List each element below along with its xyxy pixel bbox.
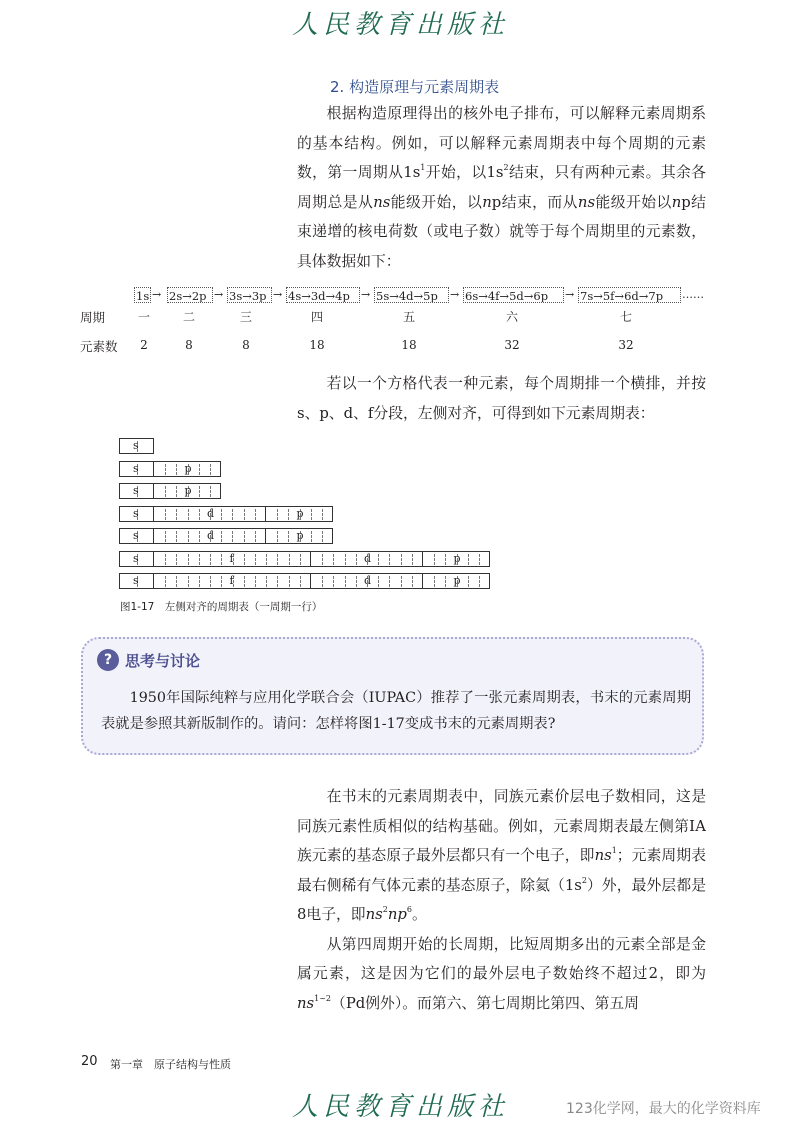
d-block xyxy=(153,528,266,544)
seq-box: 1s xyxy=(136,289,150,303)
seq-box: 5s→4d→5p xyxy=(374,287,449,303)
cell-divider xyxy=(434,576,435,587)
d-block xyxy=(310,573,423,589)
arrow-icon: → xyxy=(273,288,283,301)
period-cell: 一 xyxy=(137,310,150,324)
cell-divider xyxy=(176,464,177,475)
count-cell: 18 xyxy=(401,338,417,352)
publisher-logo-bottom: 人民教育出版社 xyxy=(292,1092,510,1122)
cell-divider xyxy=(165,464,166,475)
seq-box: 2s→2p xyxy=(167,287,213,303)
cell-divider xyxy=(356,554,357,565)
cell-divider xyxy=(412,576,413,587)
block-label: f xyxy=(229,574,234,587)
cell-divider xyxy=(244,509,245,520)
d-block xyxy=(153,506,266,522)
cell-divider xyxy=(445,576,446,587)
cell-divider xyxy=(289,576,290,587)
figure-caption: 图1-17 左侧对齐的周期表（一周期一行） xyxy=(120,601,323,613)
cell-divider xyxy=(176,576,177,587)
block-label: d xyxy=(207,506,215,520)
cell-divider xyxy=(244,576,245,587)
page-number: 20 xyxy=(81,1054,98,1069)
period-label: 周期 xyxy=(80,310,106,325)
block-label: p xyxy=(296,506,304,520)
cell-divider xyxy=(479,576,480,587)
p-block xyxy=(422,551,490,567)
cell-divider xyxy=(300,576,301,587)
cell-divider xyxy=(434,554,435,565)
watermark-text: 123化学网，最大的化学资料库 xyxy=(566,1101,761,1117)
f-block xyxy=(153,573,311,589)
block-label: p xyxy=(184,461,192,475)
cell-divider xyxy=(199,509,200,520)
s-block xyxy=(119,506,154,522)
s-block xyxy=(119,551,154,567)
cell-divider xyxy=(210,554,211,565)
f-block xyxy=(153,551,311,567)
cell-divider xyxy=(165,509,166,520)
cell-divider xyxy=(199,464,200,475)
cell-divider xyxy=(176,554,177,565)
block-label: p xyxy=(184,484,192,497)
cell-divider xyxy=(311,509,312,520)
cell-divider xyxy=(378,576,379,587)
cell-divider xyxy=(221,531,222,542)
cell-divider xyxy=(255,531,256,542)
block-label: d xyxy=(364,574,372,587)
discussion-header xyxy=(97,647,200,673)
cell-divider xyxy=(255,554,256,565)
cell-divider xyxy=(221,576,222,587)
cell-divider xyxy=(266,554,267,565)
cell-divider xyxy=(210,464,211,475)
s-block xyxy=(119,461,154,477)
cell-divider xyxy=(389,554,390,565)
p-block xyxy=(422,573,490,589)
arrow-icon: → xyxy=(361,288,371,301)
block-label: s xyxy=(133,506,139,520)
period-cell: 五 xyxy=(402,310,415,324)
cell-divider xyxy=(244,554,245,565)
seq-box: 4s→3d→4p xyxy=(286,287,360,303)
arrow-icon: → xyxy=(565,288,575,301)
cell-divider xyxy=(221,554,222,565)
seq-box: 7s→5f→6d→7p xyxy=(578,287,681,303)
cell-divider xyxy=(199,531,200,542)
cell-divider xyxy=(401,576,402,587)
cell-divider xyxy=(277,576,278,587)
cell-divider xyxy=(188,531,189,542)
block-label: d xyxy=(207,529,215,542)
block-label: d xyxy=(364,551,372,565)
cell-divider xyxy=(345,554,346,565)
cell-divider xyxy=(210,486,211,497)
cell-divider xyxy=(165,486,166,497)
count-cell: 18 xyxy=(309,338,325,352)
cell-divider xyxy=(165,576,166,587)
cell-divider xyxy=(188,554,189,565)
cell-divider xyxy=(232,509,233,520)
cell-divider xyxy=(199,486,200,497)
element-count-label: 元素数 xyxy=(80,339,118,354)
block-label: s xyxy=(133,484,139,497)
count-cell: 32 xyxy=(504,338,520,352)
discussion-icon: ? xyxy=(97,649,119,671)
cell-divider xyxy=(356,576,357,587)
cell-divider xyxy=(401,554,402,565)
block-label: s xyxy=(133,574,139,587)
count-cell: 8 xyxy=(242,338,250,352)
cell-divider xyxy=(221,509,222,520)
cell-divider xyxy=(232,531,233,542)
cell-divider xyxy=(277,531,278,542)
block-label: s xyxy=(133,461,139,475)
cell-divider xyxy=(188,509,189,520)
cell-divider xyxy=(322,509,323,520)
cell-divider xyxy=(300,554,301,565)
cell-divider xyxy=(165,531,166,542)
cell-divider xyxy=(322,554,323,565)
cell-divider xyxy=(345,576,346,587)
cell-divider xyxy=(468,554,469,565)
p-block xyxy=(153,483,221,499)
discussion-text: 1950年国际纯粹与应用化学联合会（IUPAC）推荐了一张元素周期表，书末的元素周期表就是参照其新版制作的。请问：怎样将图1-17变成书末的元素周期表? xyxy=(101,690,691,732)
p-block xyxy=(265,506,333,522)
cell-divider xyxy=(255,576,256,587)
cell-divider xyxy=(378,554,379,565)
cell-divider xyxy=(199,576,200,587)
block-label: p xyxy=(296,529,304,542)
s-block xyxy=(119,528,154,544)
cell-divider xyxy=(277,554,278,565)
publisher-logo-top: 人民教育出版社 xyxy=(292,10,510,40)
chapter-title: 第一章 原子结构与性质 xyxy=(110,1058,231,1071)
cell-divider xyxy=(445,554,446,565)
cell-divider xyxy=(468,576,469,587)
s-block xyxy=(119,573,154,589)
period-cell: 六 xyxy=(505,310,518,324)
cell-divider xyxy=(165,554,166,565)
cell-divider xyxy=(188,576,189,587)
count-cell: 32 xyxy=(618,338,634,352)
paragraph-intro: 根据构造原理得出的核外电子排布，可以解释元素周期系的基本结构。例如，可以解释元素周期表中每个周期的元素数，第一周期从$1s^1$开始，以$1s^2$结束，只有两种元素。其余各周期总是从ns能级开始，以np结束，而从ns能级开始以np结束递增的核电荷数（或电子数）就等于每个周期里的元素数，具体数据如下： xyxy=(297,105,706,270)
arrow-icon: → xyxy=(450,288,460,301)
paragraph-layout: 若以一个方格代表一种元素，每个周期排一个横排，并按s、p、d、f分段，左侧对齐，可得到如下元素周期表： xyxy=(297,375,706,422)
cell-divider xyxy=(266,576,267,587)
block-label: p xyxy=(453,551,461,565)
cell-divider xyxy=(176,509,177,520)
block-label: s xyxy=(133,439,139,452)
block-label: f xyxy=(229,551,234,565)
seq-box: 6s→4f→5d→6p xyxy=(463,287,564,303)
cell-divider xyxy=(333,554,334,565)
discussion-box xyxy=(81,637,704,755)
cell-divider xyxy=(289,554,290,565)
block-label: s xyxy=(133,551,139,565)
count-cell: 2 xyxy=(140,338,148,352)
arrow-icon: → xyxy=(152,288,162,301)
block-label: s xyxy=(133,529,139,542)
block-label: p xyxy=(453,574,461,587)
cell-divider xyxy=(322,576,323,587)
arrow-icon: → xyxy=(214,288,224,301)
s-block xyxy=(119,438,154,454)
cell-divider xyxy=(412,554,413,565)
cell-divider xyxy=(311,531,312,542)
period-cell: 二 xyxy=(182,310,195,324)
cell-divider xyxy=(255,509,256,520)
cell-divider xyxy=(176,486,177,497)
sequence-ellipsis: …… xyxy=(682,288,704,301)
cell-divider xyxy=(479,554,480,565)
cell-divider xyxy=(210,576,211,587)
p-block xyxy=(153,461,221,477)
cell-divider xyxy=(277,509,278,520)
d-block xyxy=(310,551,423,567)
seq-box: 3s→3p xyxy=(227,287,272,303)
cell-divider xyxy=(389,576,390,587)
period-cell: 四 xyxy=(310,310,323,324)
cell-divider xyxy=(333,576,334,587)
paragraph-groups: 在书末的元素周期表中，同族元素价层电子数相同，这是同族元素性质相似的结构基础。例如，元素周期表最左侧第ⅠA族元素的基态原子最外层都只有一个电子，即$ns^1$；元素周期表最右侧稀有气体元素的基态原子，除氦$(1s^2)$外，最外层都是8电子，即$ns^2np^6$。 从第四周期开始的长周期，比短周期多出的元素全部是金属元素，这是因为它们的最外层电子数始终不超过2，即为$ns^{1\sim 2}(Pd$例外）。而第六、第七周期比第四、第五周 xyxy=(297,788,706,1012)
cell-divider xyxy=(288,509,289,520)
s-block xyxy=(119,483,154,499)
cell-divider xyxy=(176,531,177,542)
discussion-title: 思考与讨论 xyxy=(125,651,201,670)
count-cell: 8 xyxy=(185,338,193,352)
p-block xyxy=(265,528,333,544)
cell-divider xyxy=(322,531,323,542)
period-cell: 七 xyxy=(619,310,632,324)
section-title: 2. 构造原理与元素周期表 xyxy=(330,78,500,96)
cell-divider xyxy=(199,554,200,565)
period-cell: 三 xyxy=(239,310,252,324)
cell-divider xyxy=(288,531,289,542)
cell-divider xyxy=(244,531,245,542)
